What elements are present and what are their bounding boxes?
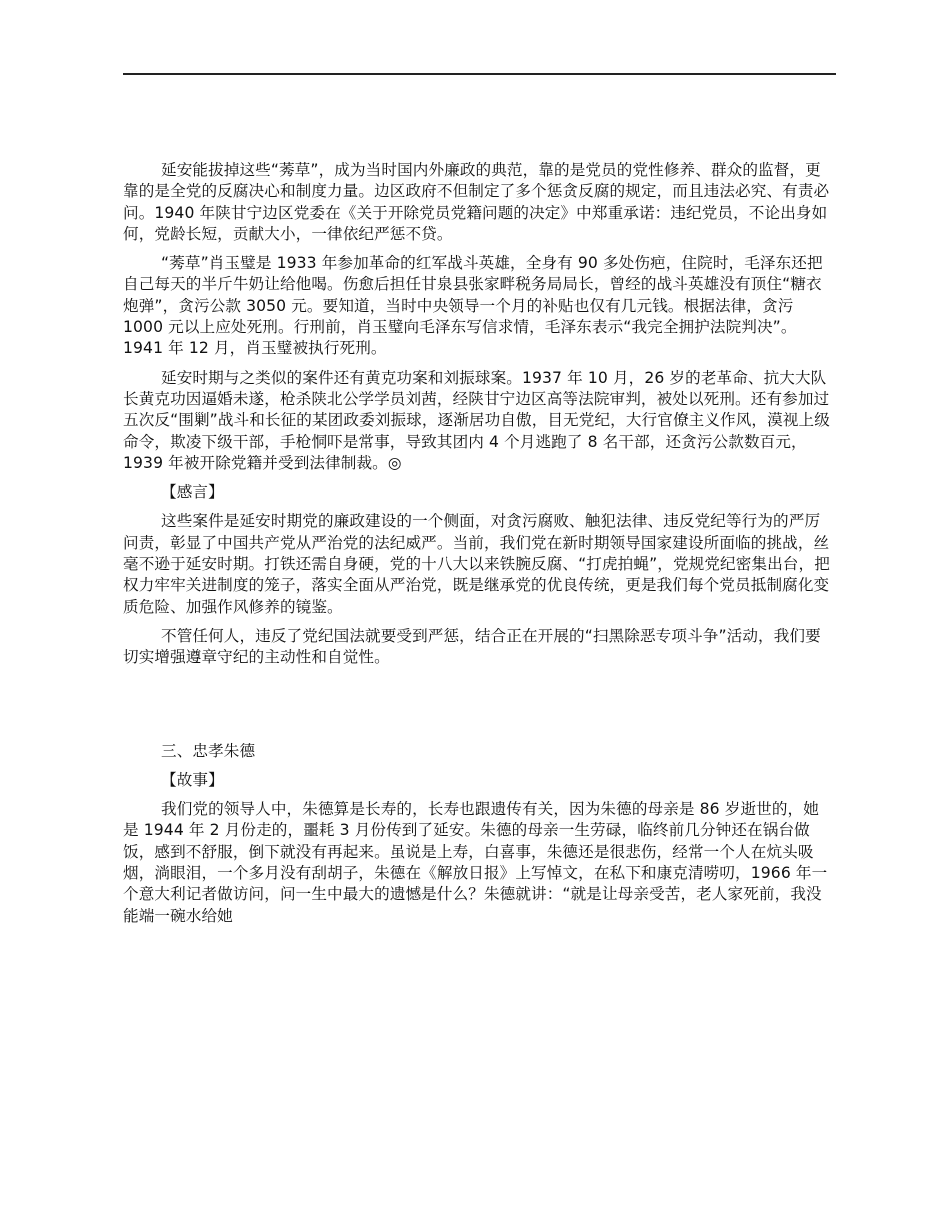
paragraph-xiao-yubi: “莠草”肖玉璧是 1933 年参加革命的红军战斗英雄，全身有 90 多处伤疤，住院时，毛泽东还把自己每天的半斤牛奶让给他喝。伤愈后担任甘泉县张家畔税务局局长，曾经的战斗英雄没有顶住“糖衣炮弹”，贪污公款 3050 元。要知道，当时中央领导一个月的补贴也仅有几元钱。根据法律，贪污 1000 元以上应处死刑。行刑前，肖玉璧向毛泽东写信求情，毛泽东表示“我完全拥护法院判决”。1941 年 12 月，肖玉璧被执行死刑。 [123, 254, 823, 358]
section-heading-story: 【故事】 [161, 770, 224, 789]
paragraph-reflection: 这些案件是延安时期党的廉政建设的一个侧面，对贪污腐败、触犯法律、违反党纪等行为的严厉问责，彰显了中国共产党从严治党的法纪威严。当前，我们党在新时期领导国家建设所面临的挑战，丝毫不逊于延安时期。打铁还需自身硬，党的十八大以来铁腕反腐、“打虎拍蝇”，党规党纪密集出台，把权力牢牢关进制度的笼子，落实全面从严治党，既是继承党的优良传统，更是我们每个党员抵制腐化变质危险、加强作风修养的镜鉴。 [123, 512, 830, 616]
section-heading-reflection: 【感言】 [161, 483, 224, 502]
chapter-heading-zhu-de: 三、忠孝朱德 [161, 741, 256, 760]
paragraph-zhu-de-story: 我们党的领导人中，朱德算是长寿的，长寿也跟遗传有关，因为朱德的母亲是 86 岁逝世的，她是 1944 年 2 月份走的，噩耗 3 月份传到了延安。朱德的母亲一生劳碌，临终前几分钟还在锅台做饭，感到不舒服，倒下就没有再起来。虽说是上寿，白喜事，朱德还是很悲伤，经常一个人在炕头吸烟，淌眼泪，一个多月没有刮胡子，朱德在《解放日报》上写悼文，在私下和康克清唠叨，1966 年一个意大利记者做访问，问一生中最大的遗憾是什么？朱德就讲：“就是让母亲受苦，老人家死前，我没能端一碗水给她 [123, 800, 828, 925]
paragraph-similar-cases: 延安时期与之类似的案件还有黄克功案和刘振球案。1937 年 10 月，26 岁的老革命、抗大大队长黄克功因逼婚未遂，枪杀陕北公学学员刘茜，经陕甘宁边区高等法院审判，被处以死刑。还有参加过五次反“围剿”战斗和长征的某团政委刘振球，逐渐居功自傲，目无党纪，大行官僚主义作风，漠视上级命令，欺凌下级干部，手枪恫吓是常事，导致其团内 4 个月逃跑了 8 名干部，还贪污公款数百元，1939 年被开除党籍并受到法律制裁。◎ [123, 368, 830, 472]
paragraph-yanan-example: 延安能拔掉这些“莠草”，成为当时国内外廉政的典范，靠的是党员的党性修养、群众的监督，更靠的是全党的反腐决心和制度力量。边区政府不但制定了多个惩贪反腐的规定，而且违法必究、有责必问。1940 年陕甘宁边区党委在《关于开除党员党籍问题的决定》中郑重承诺：违纪党员，不论出身如何，党龄长短，贡献大小，一律依纪严惩不贷。 [123, 161, 830, 243]
paragraph-conclusion: 不管任何人，违反了党纪国法就要受到严惩，结合正在开展的“扫黑除恶专项斗争”活动，我们要切实增强遵章守纪的主动性和自觉性。 [123, 626, 821, 667]
header-rule [123, 73, 836, 75]
document-body [123, 160, 833, 927]
